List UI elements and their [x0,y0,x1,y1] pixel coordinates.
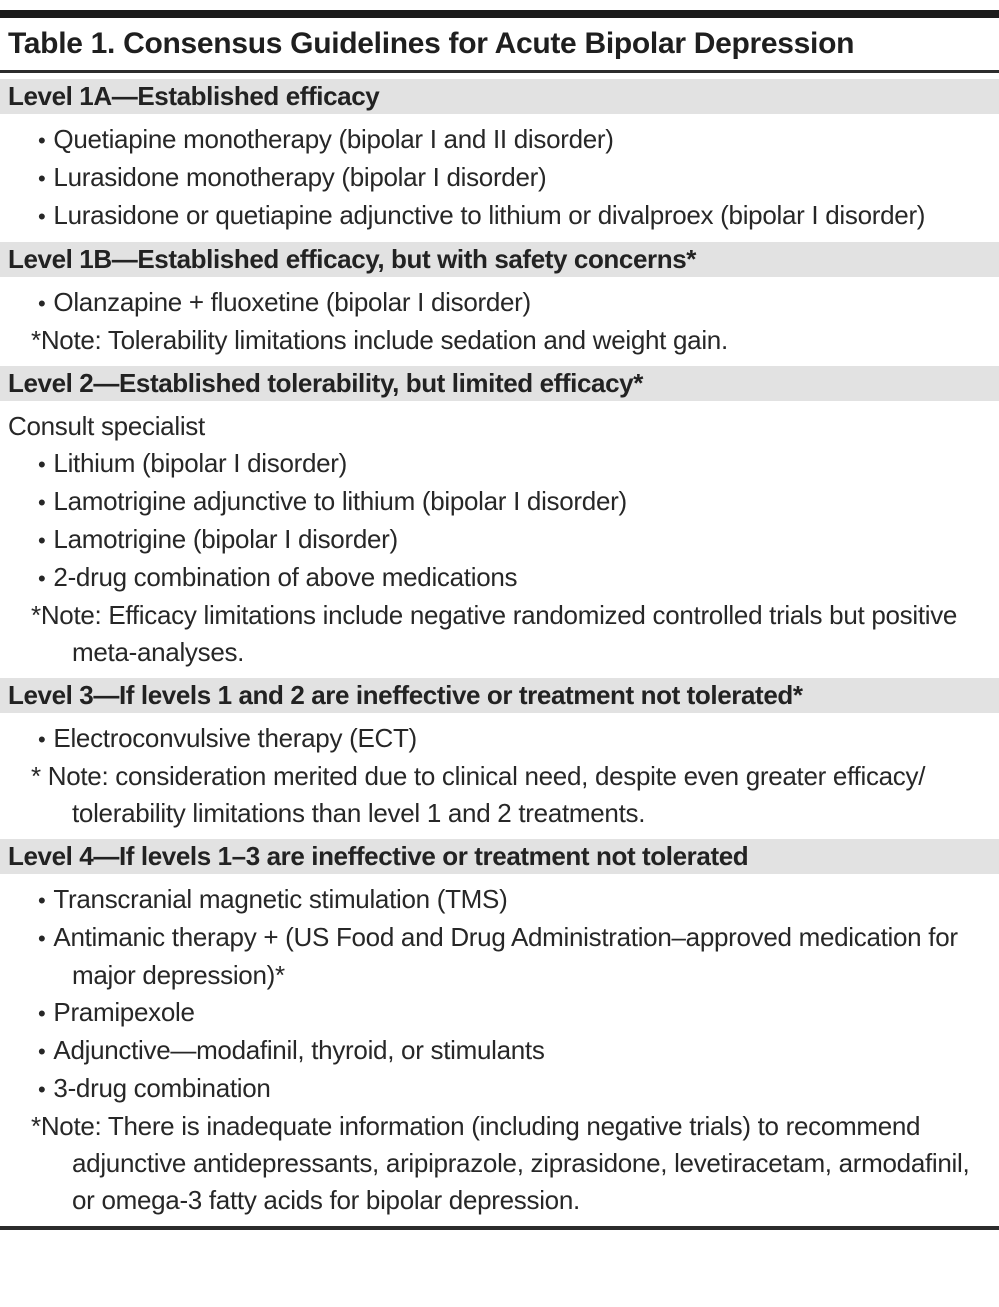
item-text: Transcranial magnetic stimulation (TMS) [53,884,508,914]
bullet-item [0,521,995,559]
section-items [0,874,999,1226]
bullet-item [0,881,995,919]
bullet-icon: • [38,528,46,553]
section-items [0,277,999,366]
section-items [0,401,999,678]
item-text: Antimanic therapy + (US Food and Drug Administration–approved medication for major depression)* [53,922,958,990]
section-header: Level 1A—Established efficacy [0,79,999,114]
bullet-item [0,919,995,994]
bullet-icon: • [38,1001,46,1026]
bullet-icon: • [38,888,46,913]
bullet-icon: • [38,566,46,591]
bullet-icon: • [38,128,46,153]
note-item: *Note: Tolerability limitations include sedation and weight gain. [31,325,728,355]
bullet-item [0,1032,995,1070]
bullet-icon: • [38,204,46,229]
section-header: Level 1B—Established efficacy, but with safety concerns* [0,242,999,277]
bullet-item [0,1070,995,1108]
bullet-item [0,720,995,758]
bullet-icon: • [38,291,46,316]
item-text: Lamotrigine adjunctive to lithium (bipolar I disorder) [53,486,627,516]
item-text: 3-drug combination [53,1073,271,1103]
table-section [0,839,999,1226]
section-header: Level 4—If levels 1–3 are ineffective or treatment not tolerated [0,839,999,874]
item-text: Electroconvulsive therapy (ECT) [53,723,417,753]
note-item: *Note: Efficacy limitations include negative randomized controlled trials but positive meta-analyses. [31,600,958,667]
table-top-border [0,10,999,18]
table-bottom-border [0,1226,999,1230]
table-title: Table 1. Consensus Guidelines for Acute Bipolar Depression [8,27,855,60]
bullet-icon: • [38,166,46,191]
section-header: Level 2—Established tolerability, but limited efficacy* [0,366,999,401]
table-section [0,366,999,678]
table-body [0,79,999,1226]
table-container [0,10,999,1230]
bullet-icon: • [38,727,46,752]
item-text: Lithium (bipolar I disorder) [53,448,348,478]
bullet-item [0,483,995,521]
title-rule [0,70,999,73]
bullet-icon: • [38,490,46,515]
bullet-item [0,559,995,597]
item-text: Quetiapine monotherapy (bipolar I and II disorder) [53,124,614,154]
section-header: Level 3—If levels 1 and 2 are ineffective or treatment not tolerated* [0,678,999,713]
bullet-item [0,121,995,159]
bullet-item [0,159,995,197]
bullet-item [0,197,995,235]
item-text: Lurasidone monotherapy (bipolar I disorder) [53,162,547,192]
bullet-item [0,445,995,483]
item-text: Lamotrigine (bipolar I disorder) [53,524,398,554]
section-items [0,114,999,242]
item-text: 2-drug combination of above medications [53,562,518,592]
item-text: Lurasidone or quetiapine adjunctive to lithium or divalproex (bipolar I disorder) [53,200,926,230]
bullet-icon: • [38,1039,46,1064]
plain-item: Consult specialist [8,411,205,441]
bullet-icon: • [38,926,46,951]
bullet-item [0,994,995,1032]
table-section [0,79,999,242]
bullet-icon: • [38,452,46,477]
table-section [0,678,999,839]
item-text: Olanzapine + fluoxetine (bipolar I disorder) [53,287,531,317]
item-text: Pramipexole [53,997,195,1027]
section-items [0,713,999,839]
item-text: Adjunctive—modafinil, thyroid, or stimulants [53,1035,545,1065]
bullet-icon: • [38,1077,46,1102]
bullet-item [0,284,995,322]
table-section [0,242,999,366]
note-item: *Note: There is inadequate information (including negative trials) to recommend adjunctive antidepressants, aripiprazole, ziprasidone, levetiracetam, armodafinil, or omega-3 fatty acids for bipolar depression. [31,1111,970,1215]
note-item: * Note: consideration merited due to clinical need, despite even greater efficacy/ tolerability limitations than level 1 and 2 treatments. [31,761,926,828]
